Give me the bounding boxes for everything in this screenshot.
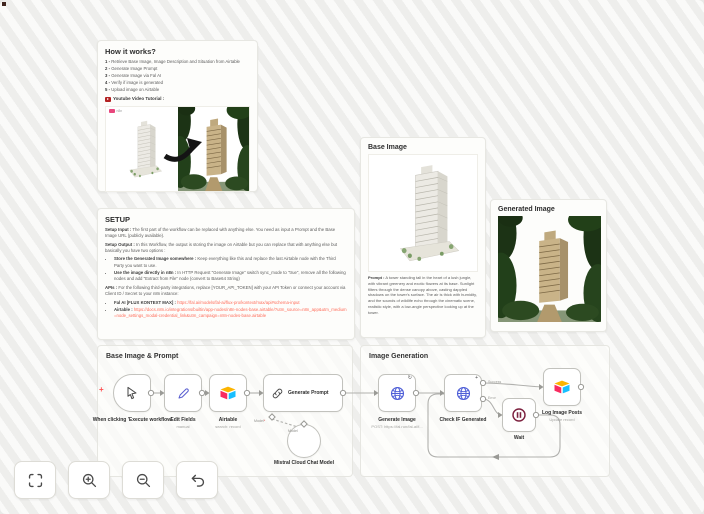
node-log-image-posts[interactable] — [543, 368, 581, 406]
fit-view-button[interactable] — [14, 461, 56, 499]
setup-api-links — [105, 300, 347, 320]
generate-image-node-label: Generate Image POST: https://fal.run/fal-ai/f... — [371, 417, 423, 430]
step-5: 5 - Upload image on Airtable — [105, 86, 160, 92]
step-3: 3 - Generate Image via Fal AI — [105, 72, 162, 78]
canvas-controls — [14, 461, 218, 499]
transform-arrow-icon — [162, 135, 204, 163]
undo-button[interactable] — [176, 461, 218, 499]
mistral-icon — [296, 433, 312, 449]
note-title: SETUP — [105, 215, 131, 224]
step-2: 2 - Generate Image Prompt — [105, 65, 158, 71]
airtable-docs-link[interactable]: https://docs.n8n.io/integrations/builtin/app-nodes/n8n-nodes-base.airtable/?utm_source=n8n_app&utm_medium=node_settings_modal-credential_link&utm_campaign=n8n-nodes-base.airtable — [114, 306, 347, 319]
step-4: 4 - Verify if image is generated — [105, 79, 164, 85]
edit-fields-node-label: Edit Fields manual — [170, 417, 196, 430]
node-generate-image[interactable] — [378, 374, 416, 412]
setup-output-paragraph: Setup Output : In this Workflow, the output is storing the image on Airtable but you can replace that with anything else but basically you have two options : — [105, 241, 338, 254]
chain-link-icon — [271, 387, 284, 400]
youtube-tutorial-label[interactable]: Youtube Video Tutorial : — [113, 96, 165, 102]
globe-icon — [389, 385, 406, 402]
zoom-out-button[interactable] — [122, 461, 164, 499]
fal-api-link[interactable]: https://fal.ai/models/fal-ai/flux-pro/kontext/max/api#schema-input — [177, 299, 300, 305]
note-generated-image[interactable] — [490, 199, 607, 332]
wait-node-label: Wait — [513, 435, 525, 441]
node-edit-fields[interactable] — [164, 374, 202, 412]
node-check-if-generated[interactable] — [444, 374, 482, 412]
how-it-works-steps — [105, 59, 250, 93]
zoom-in-button[interactable] — [68, 461, 110, 499]
retry-icon: ↻ — [407, 375, 412, 381]
cursor-icon — [124, 385, 140, 401]
node-airtable[interactable] — [209, 374, 247, 412]
note-title: How it works? — [105, 47, 156, 56]
model-wire-label: Model — [288, 429, 298, 433]
trigger-node-label: When clicking 'Execute workflow' — [92, 417, 173, 423]
generated-jungle-image — [498, 216, 601, 322]
section-title: Image Generation — [369, 353, 429, 360]
note-base-image[interactable] — [360, 137, 486, 338]
mistral-node-label: Mistral Cloud Chat Model — [274, 460, 334, 466]
error-output-label: Error — [488, 396, 496, 400]
node-label: Generate Prompt — [288, 390, 329, 396]
base-building-thumbnail — [116, 116, 168, 182]
section-title: Base Image & Prompt — [106, 353, 179, 360]
node-trigger-execute-workflow[interactable] — [113, 374, 151, 412]
airtable-node-label: Airtable search: record — [215, 417, 241, 430]
setup-input-paragraph: Setup Input : The first part of the workflow can be replaced with anything else. You need as input a Prompt and the Base Image URL (publicly available). — [105, 227, 336, 239]
prompt-paragraph: Prompt : A tower standing tall in the heart of a lush jungle, with vibrant greenery and exotic flowers at its base. Sunlight filters through the dense canopy above, casting dappled shadows on the tower's surface. The air is thick with humidity, and the sounds of wildlife echo through the cinematic scene, realistic style, with a low-angle perspective looking up at the tower. — [368, 275, 477, 315]
airtable-icon — [219, 384, 237, 402]
check-if-node-label: Check IF Generated — [439, 417, 487, 423]
before-after-image — [105, 106, 250, 192]
plus-icon: + — [475, 375, 478, 381]
node-generate-prompt[interactable] — [263, 374, 343, 412]
screen-corner-artifact — [2, 2, 6, 6]
airtable-icon — [553, 378, 571, 396]
pencil-icon — [176, 386, 191, 401]
base-building-image — [376, 157, 470, 269]
setup-option-1: • Store the Generated Image somewhere : Keep everything like this and replace the last Airtable node with the Third Party you want to use. — [114, 256, 347, 268]
fal-logo-icon — [109, 109, 115, 113]
globe-icon — [455, 385, 472, 402]
log-image-posts-node-label: Log Image Posts Update record — [541, 410, 582, 423]
n8n-brand-label: n8n — [116, 108, 123, 113]
setup-apis-paragraph: APIs : For the following third-party integrations, replace [YOUR_API_TOKEN] with your API Token or connect your account via Client ID / Secret to your n8n instance: — [105, 285, 346, 297]
success-output-label: Success — [488, 380, 502, 384]
setup-option-2: • Use the image directly in n8n : In HTTP Request "Generate Image" switch sync_mode to "true", remove all the following nodes and add "Extract from File" node (convert to Base64 String) — [114, 270, 347, 282]
note-title: Base Image — [368, 144, 407, 151]
fal-api-link-item: • Fal AI [FLUX KONTEXT MAX] : https://fal.ai/models/fal-ai/flux-pro/kontext/max/api#schema-input — [114, 300, 347, 306]
base-image-frame — [368, 154, 478, 272]
step-1: 1 - Retrieve Base Image, Image Description and Situation from Airtable — [105, 59, 240, 64]
airtable-api-link-item: • Airtable : https://docs.n8n.io/integrations/builtin/app-nodes/n8n-nodes-base.airtable/?utm_source=n8n_app&utm_medium=node_settings_modal-credential_link&utm_campaign=n8n-nodes-base.airtable — [114, 307, 347, 319]
note-setup[interactable] — [97, 208, 355, 340]
note-how-it-works[interactable] — [97, 40, 258, 192]
undo-icon — [189, 472, 206, 489]
trigger-required-plus: + — [99, 385, 104, 394]
setup-options-list — [105, 256, 347, 282]
zoom-in-icon — [81, 472, 98, 489]
model-connector-label: Model* — [254, 419, 266, 423]
fit-view-icon — [27, 472, 44, 489]
tv-icon — [105, 97, 111, 102]
zoom-out-icon — [135, 472, 152, 489]
svg-text:M: M — [298, 433, 310, 449]
note-title: Generated Image — [498, 206, 555, 213]
